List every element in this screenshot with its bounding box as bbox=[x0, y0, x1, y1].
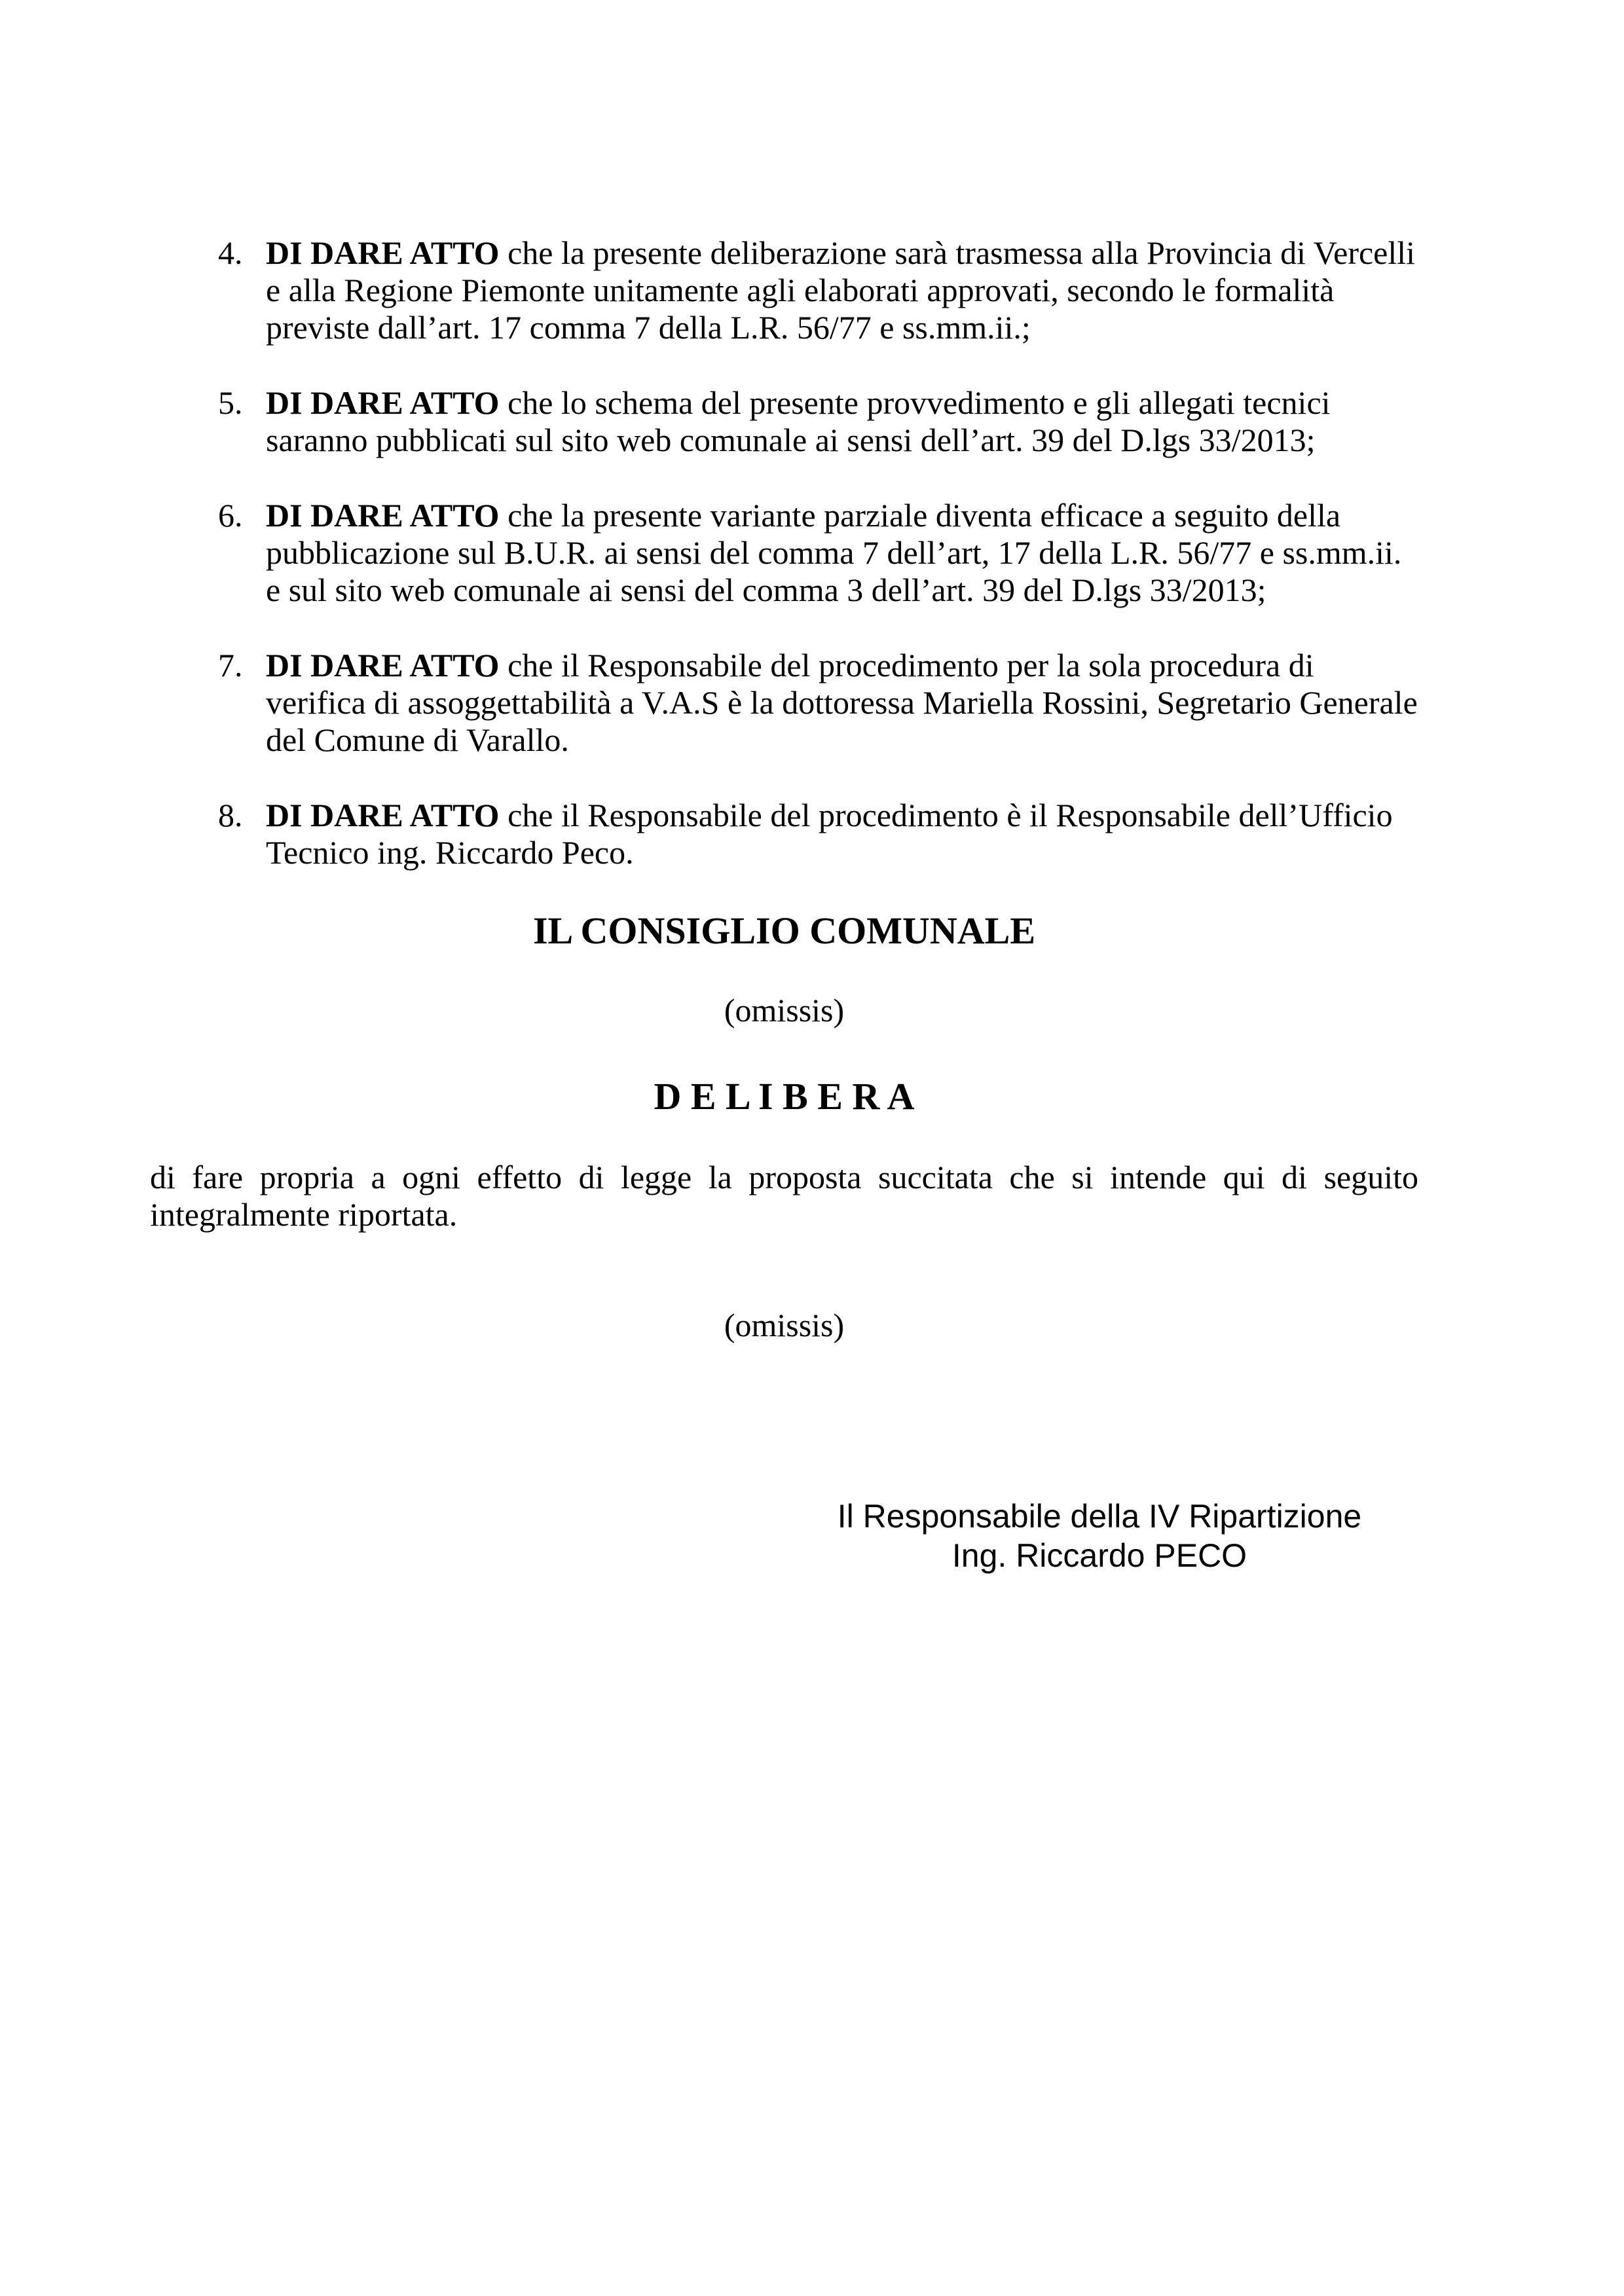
list-item-number: 6. bbox=[218, 497, 243, 534]
list-item-text bbox=[266, 647, 1418, 759]
omissis-first: (omissis) bbox=[724, 992, 845, 1029]
signature-role: Il Responsabile della IV Ripartizione bbox=[837, 1498, 1362, 1535]
list-item-number: 7. bbox=[218, 647, 243, 683]
council-heading: IL CONSIGLIO COMUNALE bbox=[532, 909, 1036, 952]
delibera-paragraph: di fare propria a ogni effetto di legge la proposta succitata che si intende qui di seguito integralmente riportata. bbox=[150, 1159, 1418, 1233]
list-item-lead: DI DARE ATTO bbox=[266, 797, 500, 833]
signature-name: Ing. Riccardo PECO bbox=[951, 1537, 1247, 1574]
list-item bbox=[150, 384, 1418, 459]
list-item-body: che la presente variante parziale diventa efficace a seguito della pubblicazione sul B.U.R. ai sensi del comma 7 dell’art, 17 della L.R. 56/77 e ss.mm.ii. e sul sito web comunale ai sensi del comma 3 dell’art. 39 del D.lgs 33/2013; bbox=[266, 497, 1402, 608]
list-item-number: 8. bbox=[218, 797, 243, 833]
list-item-body: che lo schema del presente provvedimento e gli allegati tecnici saranno pubblicati sul sito web comunale ai sensi dell’art. 39 del D.lgs 33/2013; bbox=[266, 384, 1331, 458]
list-item-body: che il Responsabile del procedimento è il Responsabile dell’Ufficio Tecnico ing. Riccardo Peco. bbox=[266, 797, 1393, 871]
list-item-text bbox=[266, 234, 1418, 346]
list-item-body: che la presente deliberazione sarà trasmessa alla Provincia di Vercelli e alla Regione Piemonte unitamente agli elaborati approvati, secondo le formalità previste dall’art. 17 comma 7 della L.R. 56/77 e ss.mm.ii.; bbox=[266, 234, 1416, 346]
signature-block bbox=[798, 1497, 1401, 1575]
list-item-body: che il Responsabile del procedimento per la sola procedura di verifica di assoggettabilità a V.A.S è la dottoressa Mariella Rossini, Segretario Generale del Comune di Varallo. bbox=[266, 647, 1418, 758]
list-item-text bbox=[266, 384, 1418, 459]
list-item-lead: DI DARE ATTO bbox=[266, 234, 500, 271]
list-item bbox=[150, 234, 1418, 346]
list-item-lead: DI DARE ATTO bbox=[266, 647, 500, 683]
list-item-lead: DI DARE ATTO bbox=[266, 497, 500, 534]
list-item-text bbox=[266, 797, 1418, 871]
numbered-list bbox=[150, 234, 1418, 871]
list-item-lead: DI DARE ATTO bbox=[266, 384, 500, 421]
delibera-heading: D E L I B E R A bbox=[654, 1075, 915, 1118]
list-item-number: 5. bbox=[218, 384, 243, 421]
list-item bbox=[150, 497, 1418, 609]
list-item bbox=[150, 647, 1418, 759]
omissis-second: (omissis) bbox=[724, 1307, 845, 1343]
list-item-number: 4. bbox=[218, 234, 243, 271]
list-item bbox=[150, 797, 1418, 871]
list-item-text bbox=[266, 497, 1418, 609]
